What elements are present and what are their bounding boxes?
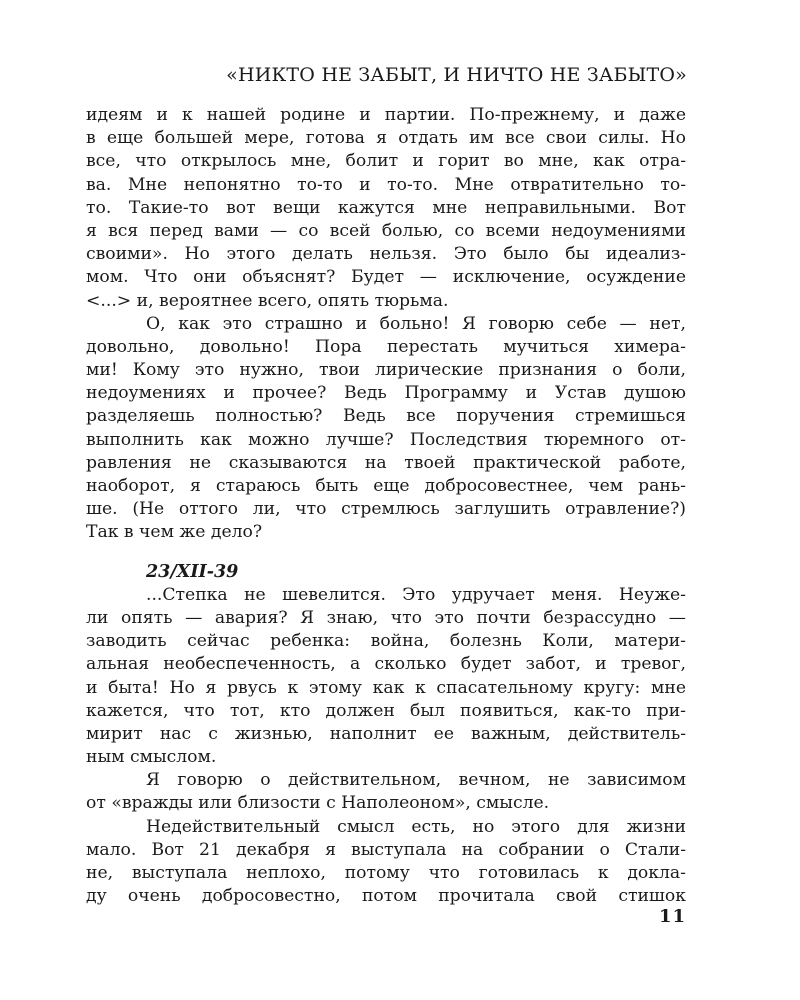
- paragraph: [86, 313, 686, 545]
- text-line: ше. (Не оттого ли, что стремлюсь заглушить отравление?): [86, 499, 686, 520]
- text-line: идеям и к нашей родине и партии. По-прежнему, и даже: [86, 105, 686, 125]
- text-line: Так в чем же дело?: [86, 522, 263, 543]
- text-line: не, выступала неплохо, потому что готовилась к доклa-: [86, 863, 686, 883]
- page-number: 11: [658, 906, 686, 927]
- text-line: своими». Но этого делать нельзя. Это было бы идеализ-: [86, 244, 686, 265]
- text-line: ду очень добросовестно, потом прочитала свой стишок: [86, 886, 686, 907]
- running-head: «НИКТО НЕ ЗАБЫТ, И НИЧТО НЕ ЗАБЫТО»: [226, 64, 687, 86]
- text-line: <...> и, вероятнее всего, опять тюрьма.: [86, 290, 449, 311]
- text-line: ным смыслом.: [86, 747, 217, 768]
- text-line: ли опять — авария? Я знаю, что это почти безрассудно —: [86, 607, 686, 628]
- text-line: и быта! Но я рвусь к этому как к спасательному кругу: мне: [86, 677, 686, 698]
- text-line: я вся перед вами — со всей болью, со всеми недоумениями: [86, 220, 686, 241]
- text-line: наоборот, я стараюсь быть еще добросовестнее, чем рань-: [86, 476, 686, 496]
- main-text: [86, 104, 686, 908]
- text-line: разделяешь полностью? Ведь все поручения стремишься: [86, 406, 686, 427]
- text-line: О, как это страшно и больно! Я говорю себе — нет,: [146, 313, 686, 334]
- text-line: мирит нас с жизнью, наполнит ее важным, действитель-: [86, 723, 686, 744]
- paragraph: [86, 584, 686, 770]
- text-line: все, что открылось мне, болит и горит во мне, как отра-: [86, 151, 686, 172]
- text-line: заводить сейчас ребенка: война, болезнь Коли, матери-: [86, 631, 686, 652]
- text-line: довольно, довольно! Пора перестать мучиться химера-: [86, 336, 686, 357]
- text-line: ...Степка не шевелится. Это удручает меня. Неуже-: [146, 584, 686, 605]
- text-line: мало. Вот 21 декабря я выступала на собрании о Стали-: [86, 839, 686, 860]
- text-line: недоумениях и прочее? Ведь Программу и Устав душою: [86, 383, 686, 404]
- text-line: равления не сказываются на твоей практической работе,: [86, 452, 686, 473]
- text-line: мом. Что они объяснят? Будет — исключение, осуждение: [86, 267, 686, 288]
- diary-entry-date: 23/XII-39: [146, 561, 239, 582]
- text-line: то. Такие-то вот вещи кажутся мне неправильными. Вот: [86, 197, 686, 218]
- text-line: выполнить как можно лучше? Последствия тюремного от-: [86, 429, 686, 450]
- text-line: в еще большей мере, готова я отдать им все свои силы. Но: [86, 128, 686, 149]
- paragraph: [86, 769, 686, 815]
- paragraph: [86, 816, 686, 909]
- text-line: Я говорю о действительном, вечном, не зависимом: [146, 770, 686, 791]
- text-line: ва. Мне непонятно то-то и то-то. Мне отвратительно то-: [86, 174, 686, 195]
- paragraph: [86, 104, 686, 313]
- text-line: Недействительный смысл есть, но этого для жизни: [146, 816, 686, 837]
- text-line: кажется, что тот, кто должен был появиться, как-то при-: [86, 700, 686, 721]
- text-line: ми! Кому это нужно, твои лирические признания о боли,: [86, 360, 686, 381]
- text-line: от «вражды или близости с Наполеоном», смысле.: [86, 793, 550, 814]
- text-line: альная необеспеченность, а сколько будет забот, и тревог,: [86, 654, 686, 675]
